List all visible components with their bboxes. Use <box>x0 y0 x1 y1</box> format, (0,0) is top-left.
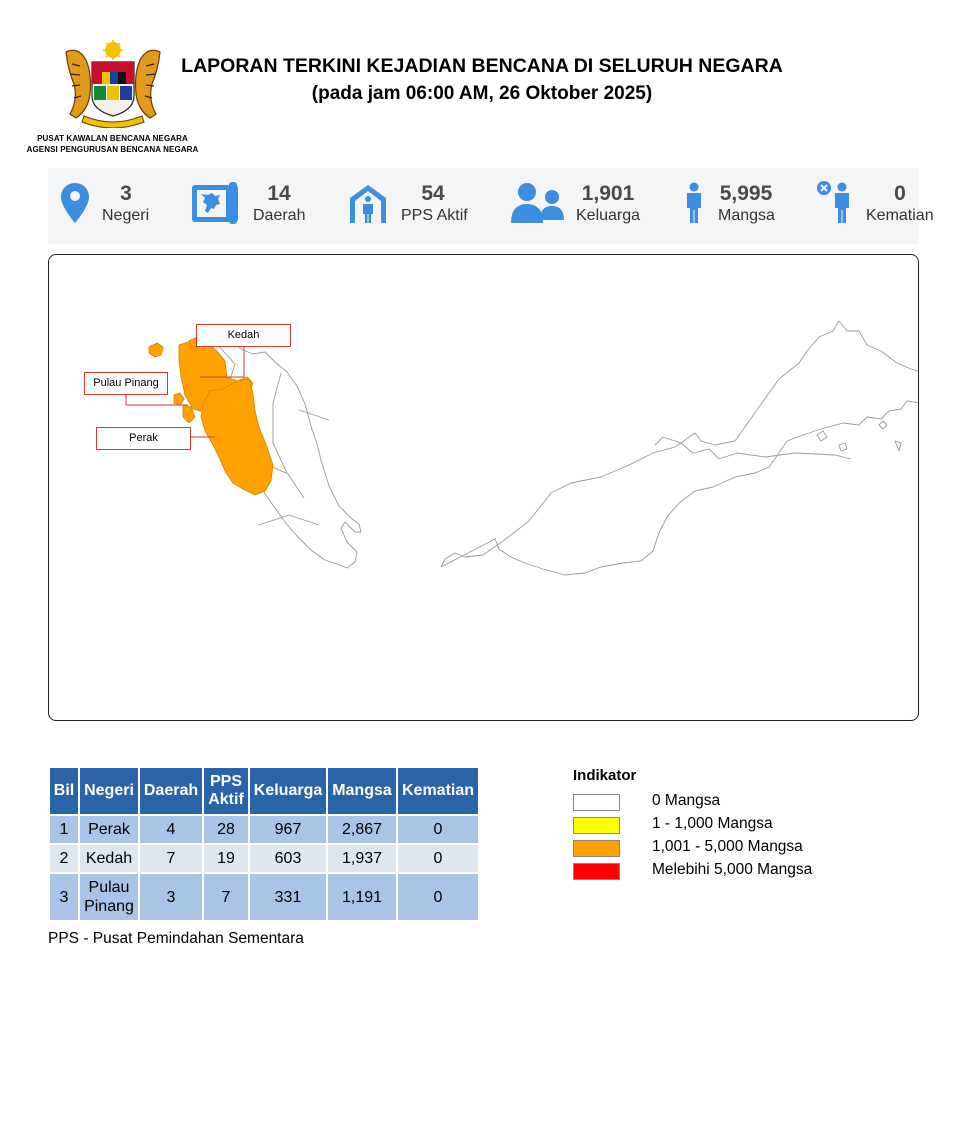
stat-negeri-value: 3 <box>120 182 132 205</box>
stat-mangsa-value: 5,995 <box>719 182 773 205</box>
header-kematian: Kematian <box>398 768 478 814</box>
stat-kematian-label: Kematian <box>866 207 934 224</box>
shelter-icon <box>347 182 389 224</box>
disaster-summary-table <box>48 766 480 922</box>
cell-keluarga: 331 <box>250 874 326 920</box>
stat-daerah-value: 14 <box>267 182 291 205</box>
cell-mangsa: 1,937 <box>328 845 396 872</box>
table-row <box>50 874 478 920</box>
legend-swatch-orange <box>573 840 620 857</box>
map-pin-icon <box>60 182 90 224</box>
table-row <box>50 845 478 872</box>
cell-kematian: 0 <box>398 816 478 843</box>
map-label-pulau-pinang: Pulau Pinang <box>84 372 168 395</box>
cell-bil: 3 <box>50 874 78 920</box>
legend-swatch-white <box>573 794 620 811</box>
table-row <box>50 816 478 843</box>
stat-daerah-label: Daerah <box>253 207 306 224</box>
legend-label: 1 - 1,000 Mangsa <box>652 815 773 832</box>
table-header-row <box>50 768 478 814</box>
legend-label: 1,001 - 5,000 Mangsa <box>652 838 803 855</box>
map-legend <box>573 767 813 883</box>
legend-label: 0 Mangsa <box>652 792 721 809</box>
report-timestamp: (pada jam 06:00 AM, 26 Oktober 2025) <box>311 83 653 104</box>
cell-pps-aktif: 28 <box>204 816 248 843</box>
header-pps-aktif: PPS Aktif <box>204 768 248 814</box>
organization-name-line2: AGENSI PENGURUSAN BENCANA NEGARA <box>26 145 199 154</box>
cell-keluarga: 967 <box>250 816 326 843</box>
malaysia-map <box>48 254 919 721</box>
header-bil: Bil <box>50 768 78 814</box>
legend-item <box>573 837 803 860</box>
cell-daerah: 4 <box>140 816 202 843</box>
district-map-icon <box>191 182 241 224</box>
region-langkawi <box>149 343 163 357</box>
header-daerah: Daerah <box>140 768 202 814</box>
cell-keluarga: 603 <box>250 845 326 872</box>
map-label-kedah: Kedah <box>196 324 291 347</box>
person-icon <box>682 182 706 224</box>
cell-bil: 1 <box>50 816 78 843</box>
stat-negeri-label: Negeri <box>102 207 150 224</box>
stat-pps-value: 54 <box>421 182 445 205</box>
stat-kematian-value: 0 <box>894 182 906 205</box>
legend-swatch-yellow <box>573 817 620 834</box>
legend-title: Indikator <box>573 767 637 784</box>
report-title: LAPORAN TERKINI KEJADIAN BENCANA DI SELURUH NEGARA <box>181 55 783 77</box>
cell-kematian: 0 <box>398 845 478 872</box>
cell-negeri: Pulau Pinang <box>80 874 138 920</box>
cell-negeri: Kedah <box>80 845 138 872</box>
stat-pps-label: PPS Aktif <box>401 207 468 224</box>
stat-keluarga-label: Keluarga <box>576 207 641 224</box>
legend-swatch-red <box>573 863 620 880</box>
cell-daerah: 3 <box>140 874 202 920</box>
cell-mangsa: 1,191 <box>328 874 396 920</box>
family-icon <box>510 182 566 224</box>
map-canvas <box>49 255 918 720</box>
header-negeri: Negeri <box>80 768 138 814</box>
header-mangsa: Mangsa <box>328 768 396 814</box>
cell-daerah: 7 <box>140 845 202 872</box>
stat-keluarga-value: 1,901 <box>581 182 635 205</box>
legend-item <box>573 814 773 837</box>
map-label-perak: Perak <box>96 427 191 450</box>
legend-label: Melebihi 5,000 Mangsa <box>652 861 813 878</box>
cell-negeri: Perak <box>80 816 138 843</box>
deceased-person-icon <box>816 180 854 224</box>
stat-mangsa-label: Mangsa <box>718 207 775 224</box>
cell-mangsa: 2,867 <box>328 816 396 843</box>
header-keluarga: Keluarga <box>250 768 326 814</box>
summary-bar <box>48 168 934 244</box>
pps-footnote: PPS - Pusat Pemindahan Sementara <box>48 930 304 947</box>
legend-item <box>573 860 813 883</box>
cell-bil: 2 <box>50 845 78 872</box>
cell-pps-aktif: 7 <box>204 874 248 920</box>
organization-name-line1: PUSAT KAWALAN BENCANA NEGARA <box>37 134 188 143</box>
legend-item <box>573 791 721 814</box>
cell-kematian: 0 <box>398 874 478 920</box>
cell-pps-aktif: 19 <box>204 845 248 872</box>
